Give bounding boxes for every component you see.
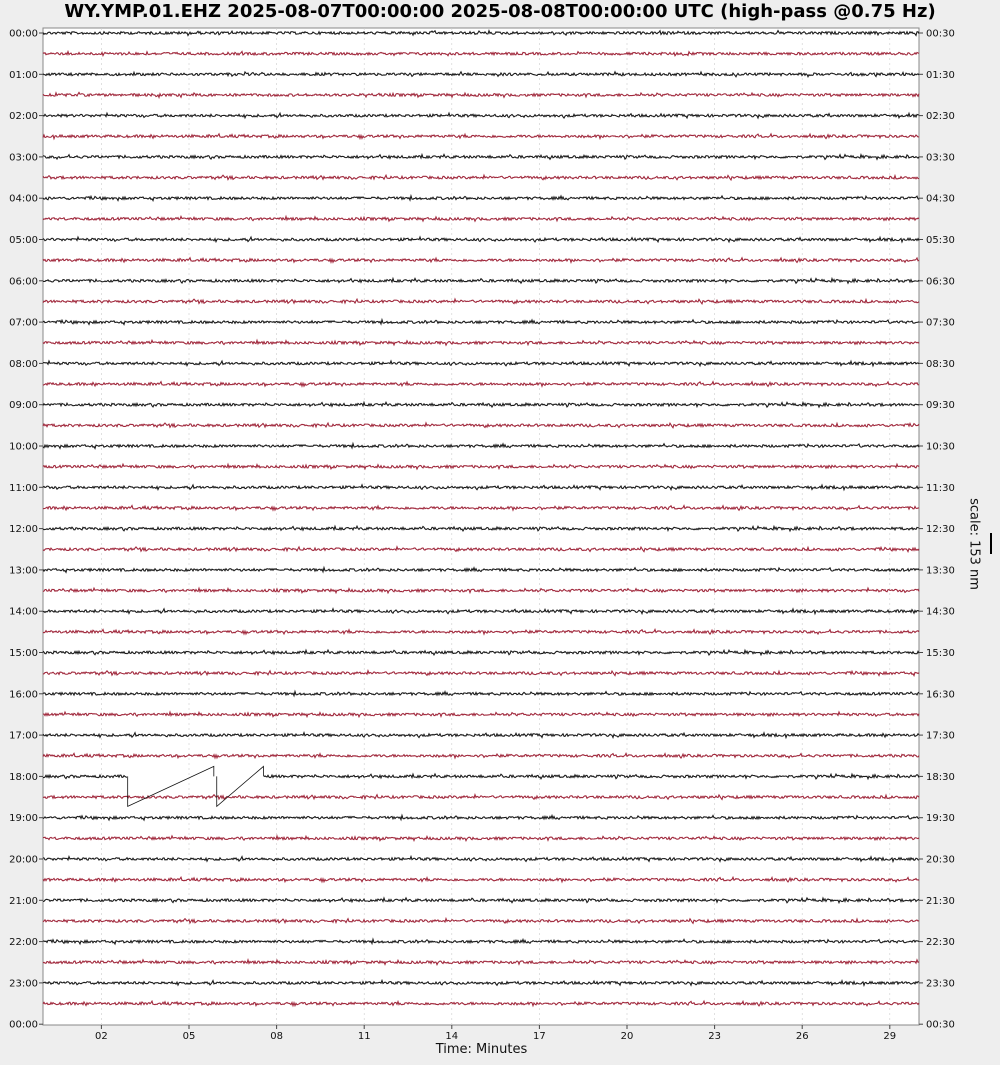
x-axis-ticks xyxy=(95,1025,896,1042)
right-hour-label: 20:30 xyxy=(926,854,955,866)
left-hour-label: 15:00 xyxy=(9,648,38,659)
left-hour-label: 20:00 xyxy=(9,854,38,866)
left-hour-labels xyxy=(9,29,43,1031)
left-hour-label: 08:00 xyxy=(9,358,38,370)
right-hour-label: 11:30 xyxy=(926,482,955,494)
left-hour-label: 05:00 xyxy=(9,235,38,246)
right-hour-label: 16:30 xyxy=(926,689,955,701)
x-tick-label: 14 xyxy=(445,1031,459,1042)
right-hour-label: 12:30 xyxy=(926,524,955,536)
left-hour-label: 14:00 xyxy=(9,606,38,618)
left-hour-label: 17:00 xyxy=(9,730,38,742)
left-hour-label: 16:00 xyxy=(9,689,38,701)
right-hour-label: 02:30 xyxy=(926,111,955,123)
right-hour-label: 08:30 xyxy=(926,358,955,370)
x-axis-label: Time: Minutes xyxy=(435,1042,528,1057)
x-tick-label: 23 xyxy=(708,1031,721,1042)
right-hour-label: 00:30 xyxy=(926,28,955,40)
x-tick-label: 11 xyxy=(357,1031,371,1042)
right-hour-label: 18:30 xyxy=(926,771,955,783)
right-hour-label: 04:30 xyxy=(926,193,955,205)
left-hour-label: 00:00 xyxy=(9,1019,38,1031)
left-hour-label: 03:00 xyxy=(9,152,38,164)
x-tick-label: 20 xyxy=(620,1031,634,1042)
right-hour-label: 10:30 xyxy=(926,441,955,453)
scale-bar xyxy=(990,533,992,554)
left-hour-label: 06:00 xyxy=(9,276,38,288)
right-hour-label: 00:30 xyxy=(926,1019,955,1031)
right-hour-label: 07:30 xyxy=(926,317,955,329)
left-hour-label: 23:00 xyxy=(9,978,38,990)
left-hour-label: 12:00 xyxy=(9,524,38,536)
right-hour-label: 03:30 xyxy=(926,152,955,164)
x-tick-label: 08 xyxy=(270,1031,283,1042)
chart-title: WY.YMP.01.EHZ 2025-08-07T00:00:00 2025-08-08T00:00:00 UTC (high-pass @0.75 Hz) xyxy=(64,1,936,22)
right-hour-label: 13:30 xyxy=(926,565,955,577)
right-hour-label: 19:30 xyxy=(926,813,955,825)
right-hour-label: 17:30 xyxy=(926,730,955,742)
left-hour-label: 10:00 xyxy=(9,441,38,453)
right-hour-label: 09:30 xyxy=(926,400,955,412)
left-hour-label: 21:00 xyxy=(9,895,38,907)
right-hour-label: 21:30 xyxy=(926,895,955,907)
x-tick-label: 29 xyxy=(883,1031,897,1042)
right-hour-label: 15:30 xyxy=(926,648,955,659)
right-hour-label: 06:30 xyxy=(926,276,955,288)
right-hour-label: 23:30 xyxy=(926,978,955,990)
x-tick-label: 17 xyxy=(533,1031,546,1042)
right-hour-label: 05:30 xyxy=(926,235,955,246)
left-hour-label: 09:00 xyxy=(9,400,38,412)
right-hour-label: 22:30 xyxy=(926,937,955,949)
left-hour-label: 01:00 xyxy=(9,69,38,81)
left-hour-label: 19:00 xyxy=(9,813,38,825)
left-hour-label: 04:00 xyxy=(9,193,38,205)
left-hour-label: 02:00 xyxy=(9,111,38,123)
x-tick-label: 02 xyxy=(95,1031,108,1042)
left-hour-label: 00:00 xyxy=(9,28,38,40)
left-hour-label: 13:00 xyxy=(9,565,38,577)
left-hour-label: 11:00 xyxy=(9,482,38,494)
right-hour-label: 01:30 xyxy=(926,69,955,81)
right-hour-labels xyxy=(919,29,955,1031)
right-hour-label: 14:30 xyxy=(926,606,955,618)
left-hour-label: 22:00 xyxy=(9,937,38,949)
x-tick-label: 26 xyxy=(795,1031,809,1042)
left-hour-label: 07:00 xyxy=(9,317,38,329)
scale-label: scale: 153 nm xyxy=(966,498,982,590)
left-hour-label: 18:00 xyxy=(9,771,38,783)
x-tick-label: 05 xyxy=(182,1031,196,1042)
